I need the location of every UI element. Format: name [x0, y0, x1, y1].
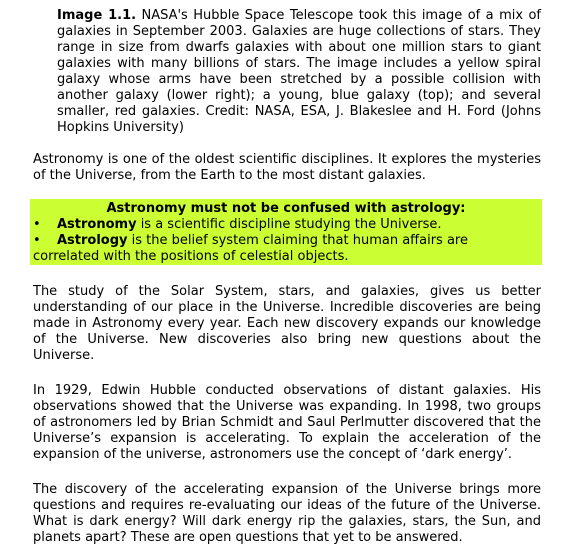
definition-astrology-continued: correlated with the positions of celestial objects.: [33, 249, 349, 264]
hubble-paragraph: In 1929, Edwin Hubble conducted observations of distant galaxies. His observations showed that the Universe was expanding. In 1998, two groups of astronomers led by Brian Schmidt and Saul Perlmutter discovered that the Universe’s expansion is accelerating. To explain the acceleration of the expansion of the universe, astronomers use the concept of ‘dark energy’.: [33, 383, 541, 462]
term-astronomy: Astronomy: [57, 217, 137, 232]
definition-astronomy: is a scientific discipline studying the Universe.: [136, 217, 442, 232]
astrology-note-list: [33, 217, 541, 265]
image-caption: [57, 8, 541, 136]
caption-label: Image 1.1.: [57, 8, 137, 23]
list-item-astronomy: [33, 217, 541, 233]
dark-energy-paragraph: The discovery of the accelerating expansion of the Universe brings more questions and requires re-evaluating our ideas of the future of the Universe. What is dark energy? Will dark energy rip the galaxies, stars, the Sun, and planets apart? These are open questions that yet to be answered.: [33, 482, 541, 545]
term-astrology: Astrology: [57, 233, 128, 248]
intro-paragraph: Astronomy is one of the oldest scientific disciplines. It explores the mysteries of the Universe, from the Earth to the most distant galaxies.: [33, 152, 541, 183]
list-item-astrology: [33, 233, 541, 265]
bullet-icon: •: [33, 233, 41, 248]
study-paragraph: The study of the Solar System, stars, and galaxies, gives us better understanding of our place in the Universe. Incredible discoveries are being made in Astronomy every year. Each new discovery expands our knowledge of the Universe. New discoveries also bring new questions about the Universe.: [33, 284, 541, 363]
astrology-note-title: Astronomy must not be confused with astrology:: [106, 201, 466, 216]
bullet-icon: •: [33, 217, 41, 232]
definition-astrology: is the belief system claiming that human affairs are: [127, 233, 468, 248]
caption-text: NASA's Hubble Space Telescope took this image of a mix of galaxies in September 2003. Galaxies are huge collections of stars. They range in size from dwarfs galaxies with about one million stars to giant galaxies with many billions of stars. The image includes a yellow spiral galaxy whose arms have been stretched by a possible collision with another galaxy (lower right); a young, blue galaxy (top); and several smaller, red galaxies. Credit: NASA, ESA, J. Blakeslee and H. Ford (Johns Hopkins University): [57, 8, 541, 135]
